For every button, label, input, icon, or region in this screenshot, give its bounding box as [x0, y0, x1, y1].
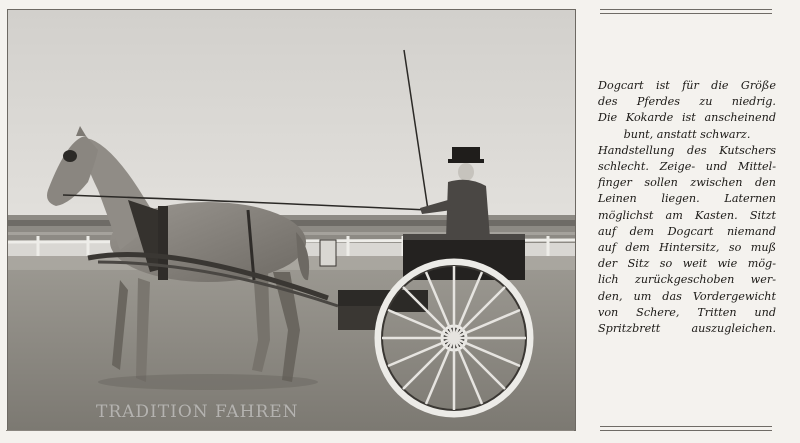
- caption-line-4: bunt, anstatt schwarz.: [623, 127, 751, 141]
- cockade: [63, 150, 77, 162]
- caption-line-6: schlecht. Zeige- und Mittel-: [598, 160, 776, 174]
- photo-illustration: [8, 10, 575, 430]
- caption-line-14: den, um das Vordergewicht: [598, 289, 776, 303]
- lantern: [320, 240, 336, 266]
- caption-line-12: der Sitz so weit wie mög-: [598, 257, 776, 271]
- caption-line-16: Spritzbrett auszugleichen.: [598, 322, 776, 336]
- bottom-double-rule: [600, 426, 772, 431]
- top-double-rule: [600, 9, 772, 14]
- caption-line-11: auf dem Hintersitz, so muß: [598, 241, 776, 255]
- caption-line-8: Leinen liegen. Laternen: [598, 192, 776, 206]
- caption-line-13: lich zurückgeschoben wer-: [598, 273, 776, 287]
- cart-wheel: [378, 262, 530, 414]
- caption-line-9: möglichst am Kasten. Sitzt: [598, 208, 776, 222]
- caption-line-2: des Pferdes zu niedrig.: [598, 95, 776, 109]
- caption-line-3: Die Kokarde ist anscheinend: [598, 111, 776, 125]
- caption-line-1: Dogcart ist für die Größe: [598, 79, 776, 92]
- caption-line-5: Handstellung des Kutschers: [598, 143, 776, 157]
- caption-text-block: [598, 78, 776, 337]
- caption-line-7: finger sollen zwischen den: [598, 176, 776, 190]
- sky: [8, 10, 575, 222]
- watermark-text: TRADITION FAHREN: [96, 402, 299, 422]
- photo-bottom-rule: [6, 430, 574, 431]
- photograph-horse-dogcart: [7, 9, 576, 431]
- caption-line-15: von Schere, Tritten und: [598, 305, 776, 319]
- caption-line-10: auf dem Dogcart niemand: [598, 224, 776, 238]
